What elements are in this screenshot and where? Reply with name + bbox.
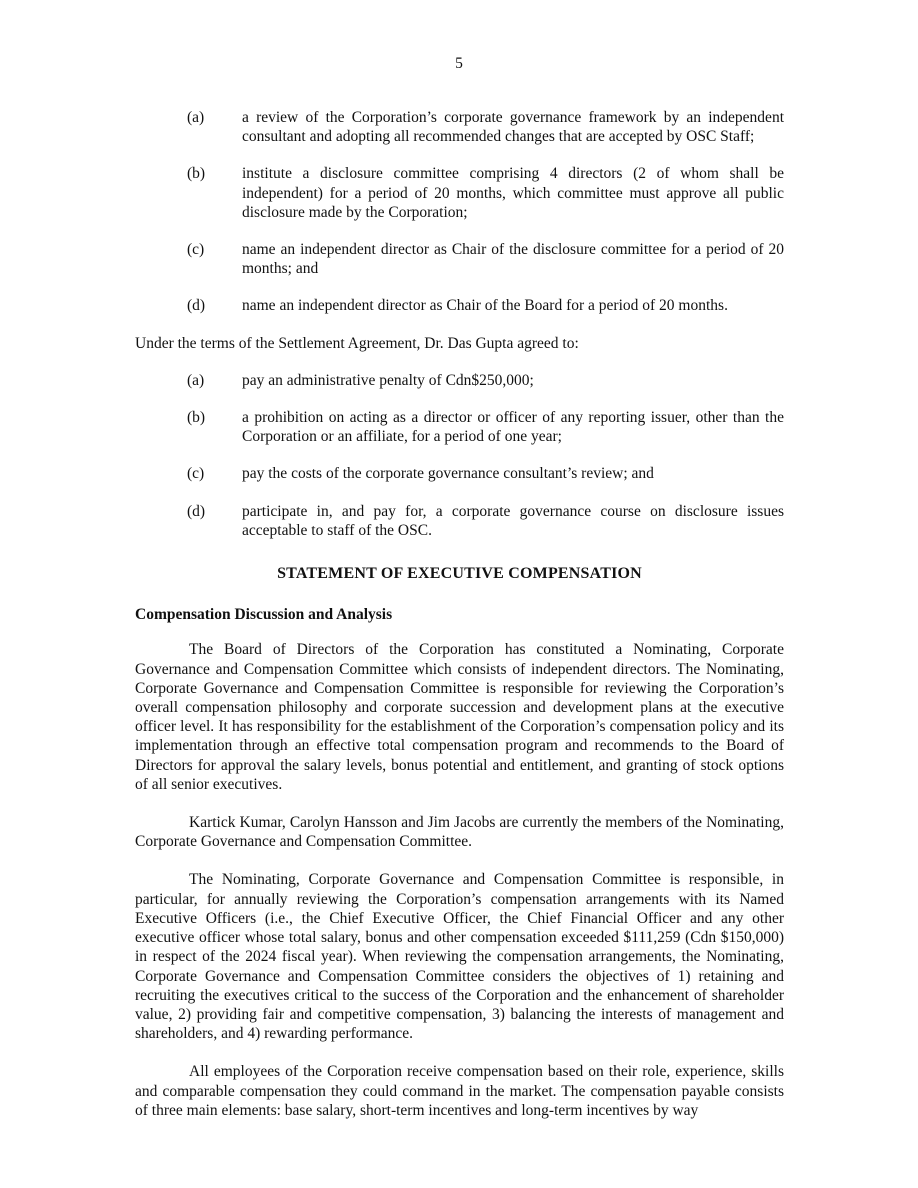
list-item: [135, 240, 784, 278]
list-marker: (a): [187, 371, 205, 389]
list-marker: (d): [187, 502, 206, 520]
list-item: [135, 371, 784, 390]
document-body: [135, 108, 784, 1139]
list-item-text: a prohibition on acting as a director or officer of any reporting issuer, other than the Corporation or an affiliate, for a period of one year;: [242, 409, 784, 446]
page-number: 5: [455, 55, 463, 72]
settlement-list: [135, 371, 784, 540]
settlement-intro: Under the terms of the Settlement Agreement, Dr. Das Gupta agreed to:: [135, 334, 579, 352]
list-marker: (b): [187, 165, 206, 183]
list-item: [135, 464, 784, 483]
list-item-text: a review of the Corporation’s corporate governance framework by an independent consultant and adopting all recommended changes that are accepted by OSC Staff;: [242, 109, 784, 146]
list-item: [135, 408, 784, 446]
list-item: [135, 296, 784, 315]
list-item-text: participate in, and pay for, a corporate governance course on disclosure issues acceptable to staff of the OSC.: [242, 502, 784, 539]
list-item-text: institute a disclosure committee comprising 4 directors (2 of whom shall be independent) for a period of 20 months, which committee must approve all public disclosure made by the Corporation;: [242, 165, 784, 221]
list-marker: (c): [187, 465, 205, 483]
list-item: [135, 502, 784, 540]
paragraph: All employees of the Corporation receive compensation based on their role, experience, skills and comparable compensation they could command in the market. The compensation payable consists of three main elements: base salary, short-term incentives and long-term incentives by way: [135, 1063, 784, 1119]
sub-heading: Compensation Discussion and Analysis: [135, 606, 393, 624]
list-item: [135, 164, 784, 222]
list-item-text: name an independent director as Chair of the Board for a period of 20 months.: [242, 297, 728, 315]
section-title: STATEMENT OF EXECUTIVE COMPENSATION: [277, 565, 642, 583]
list-item-text: pay the costs of the corporate governance consultant’s review; and: [242, 465, 654, 483]
paragraph: The Board of Directors of the Corporation has constituted a Nominating, Corporate Governance and Compensation Committee which consists of independent directors. The Nominating, Corporate Governance and Compensation Committee is responsible for reviewing the Corporation’s overall compensation philosophy and corporate succession and development plans at the executive officer level. It has responsibility for the establishment of the Corporation’s compensation policy and its implementation through an effective total compensation program and recommends to the Board of Directors for approval the salary levels, bonus potential and entitlement, and granting of stock options of all senior executives.: [135, 641, 784, 793]
paragraph: The Nominating, Corporate Governance and Compensation Committee is responsible, in particular, for annually reviewing the Corporation’s compensation arrangements with its Named Executive Officers (i.e., the Chief Executive Officer, the Chief Financial Officer and any other executive officer whose total salary, bonus and other compensation exceeded $111,259 (Cdn $150,000) in respect of the 2024 fiscal year). When reviewing the compensation arrangements, the Nominating, Corporate Governance and Compensation Committee considers the objectives of 1) retaining and recruiting the executives critical to the success of the Corporation and the enhancement of shareholder value, 2) providing fair and competitive compensation, 3) balancing the interests of management and shareholders, and 4) rewarding performance.: [135, 871, 784, 1043]
governance-list: [135, 108, 784, 316]
list-marker: (c): [187, 241, 205, 259]
paragraph: Kartick Kumar, Carolyn Hansson and Jim Jacobs are currently the members of the Nominating, Corporate Governance and Compensation Committee.: [135, 814, 784, 851]
list-marker: (b): [187, 409, 206, 427]
list-item-text: pay an administrative penalty of Cdn$250,000;: [242, 371, 534, 389]
list-item-text: name an independent director as Chair of the disclosure committee for a period of 20 months; and: [242, 241, 784, 278]
list-marker: (d): [187, 297, 206, 315]
list-marker: (a): [187, 109, 205, 126]
list-item: [135, 108, 784, 146]
